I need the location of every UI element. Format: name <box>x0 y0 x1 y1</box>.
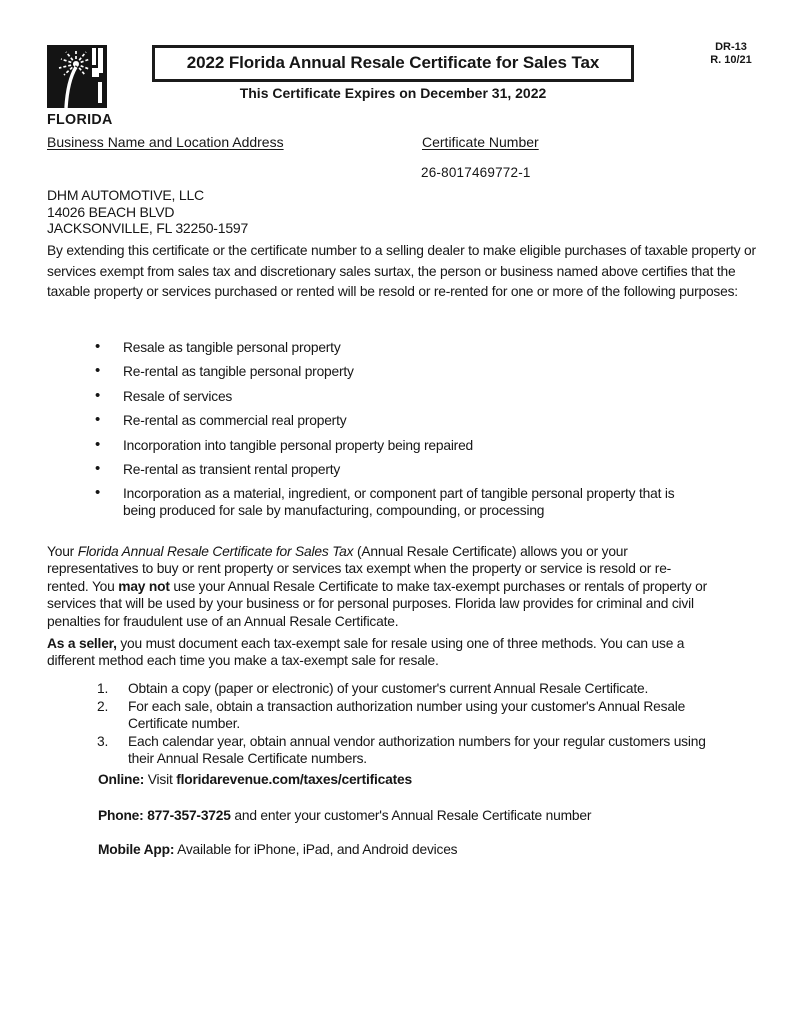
address-line2: JACKSONVILLE, FL 32250-1597 <box>47 220 249 236</box>
purpose-item: • Incorporation as a material, ingredient, or component part of tangible personal property that is being produced for sale by manufacturing, compounding, or processing <box>95 486 707 520</box>
method-item: Each calendar year, obtain annual vendor authorization numbers for your regular customers using their Annual Resale Certificate numbers. <box>128 733 706 767</box>
usage-may-not: may not <box>118 578 170 594</box>
form-number: DR-13 <box>715 41 747 53</box>
mobile-rest: Available for iPhone, iPad, and Android devices <box>174 842 458 857</box>
purpose-item: • Incorporation into tangible personal property being repaired <box>95 438 707 455</box>
usage-mid: (Annual Resale Certificate) allows you or your representatives to buy or rent property or services tax exempt when the property or service is resold or re-rented. You <box>47 544 672 594</box>
usage-paragraph <box>47 543 707 630</box>
seller-rest: you must document each tax-exempt sale for resale using one of three methods. You can use a different method each time you make a tax-exempt sale for resale. <box>47 636 685 669</box>
online-url: floridarevenue.com/taxes/certificates <box>176 772 412 787</box>
phone-label: Phone: <box>98 808 144 823</box>
phone-rest: and enter your customer's Annual Resale Certificate number <box>230 808 592 823</box>
form-title: 2022 Florida Annual Resale Certificate for Sales Tax <box>186 53 600 72</box>
expiration-notice: This Certificate Expires on December 31, 2022 <box>239 85 547 101</box>
methods-list <box>95 680 733 768</box>
purposes-list <box>95 340 707 528</box>
form-title-box <box>152 45 634 82</box>
intro-paragraph: By extending this certificate or the certificate number to a selling dealer to make eligible purchases of taxable property or services exempt from sales tax and discretionary sales surtax, the person or business named above certifies that the taxable property or services purchased or rented will be resold or re-rented for one or more of the following purposes: <box>47 243 756 299</box>
seller-paragraph <box>47 635 712 670</box>
form-number-block <box>696 41 766 67</box>
online-label: Online: <box>98 772 145 787</box>
method-item: For each sale, obtain a transaction authorization number using your customer's Annual Resale Certificate number. <box>128 698 686 732</box>
contact-online <box>98 772 412 787</box>
florida-logo <box>47 45 113 128</box>
purpose-item: • Resale of services <box>95 389 707 406</box>
purpose-item: • Resale as tangible personal property <box>95 340 707 357</box>
business-address-block <box>47 187 248 237</box>
logo-text: FLORIDA <box>47 110 113 128</box>
usage-lead: Your <box>47 544 78 559</box>
mobile-label: Mobile App: <box>98 842 175 857</box>
seller-lead: As a seller, <box>47 636 117 651</box>
method-item: Obtain a copy (paper or electronic) of your customer's current Annual Resale Certificate. <box>128 681 649 696</box>
business-name: DHM AUTOMOTIVE, LLC <box>47 187 204 203</box>
online-visit: Visit <box>147 772 173 787</box>
contact-phone <box>98 808 591 823</box>
palm-tree-icon <box>47 45 107 108</box>
purpose-item: • Re-rental as commercial real property <box>95 413 707 430</box>
usage-certificate-title: Florida Annual Resale Certificate for Sales Tax <box>77 544 354 559</box>
form-revision: R. 10/21 <box>710 54 752 66</box>
phone-number: 877-357-3725 <box>147 808 231 823</box>
business-name-label: Business Name and Location Address <box>47 134 284 150</box>
contact-mobile <box>98 842 457 857</box>
address-line1: 14026 BEACH BLVD <box>47 203 175 220</box>
purpose-item: • Re-rental as tangible personal property <box>95 364 707 381</box>
usage-rest: use your Annual Resale Certificate to make tax-exempt purchases or rentals of property or services that will be used by your business or for personal purposes. Florida law provides for criminal and civil penalties for fraudulent use of an Annual Resale Certificate. <box>47 578 707 629</box>
purpose-item: • Re-rental as transient rental property <box>95 462 707 479</box>
certificate-number-label: Certificate Number <box>422 134 539 150</box>
certificate-number-value: 26-8017469772-1 <box>421 165 531 180</box>
